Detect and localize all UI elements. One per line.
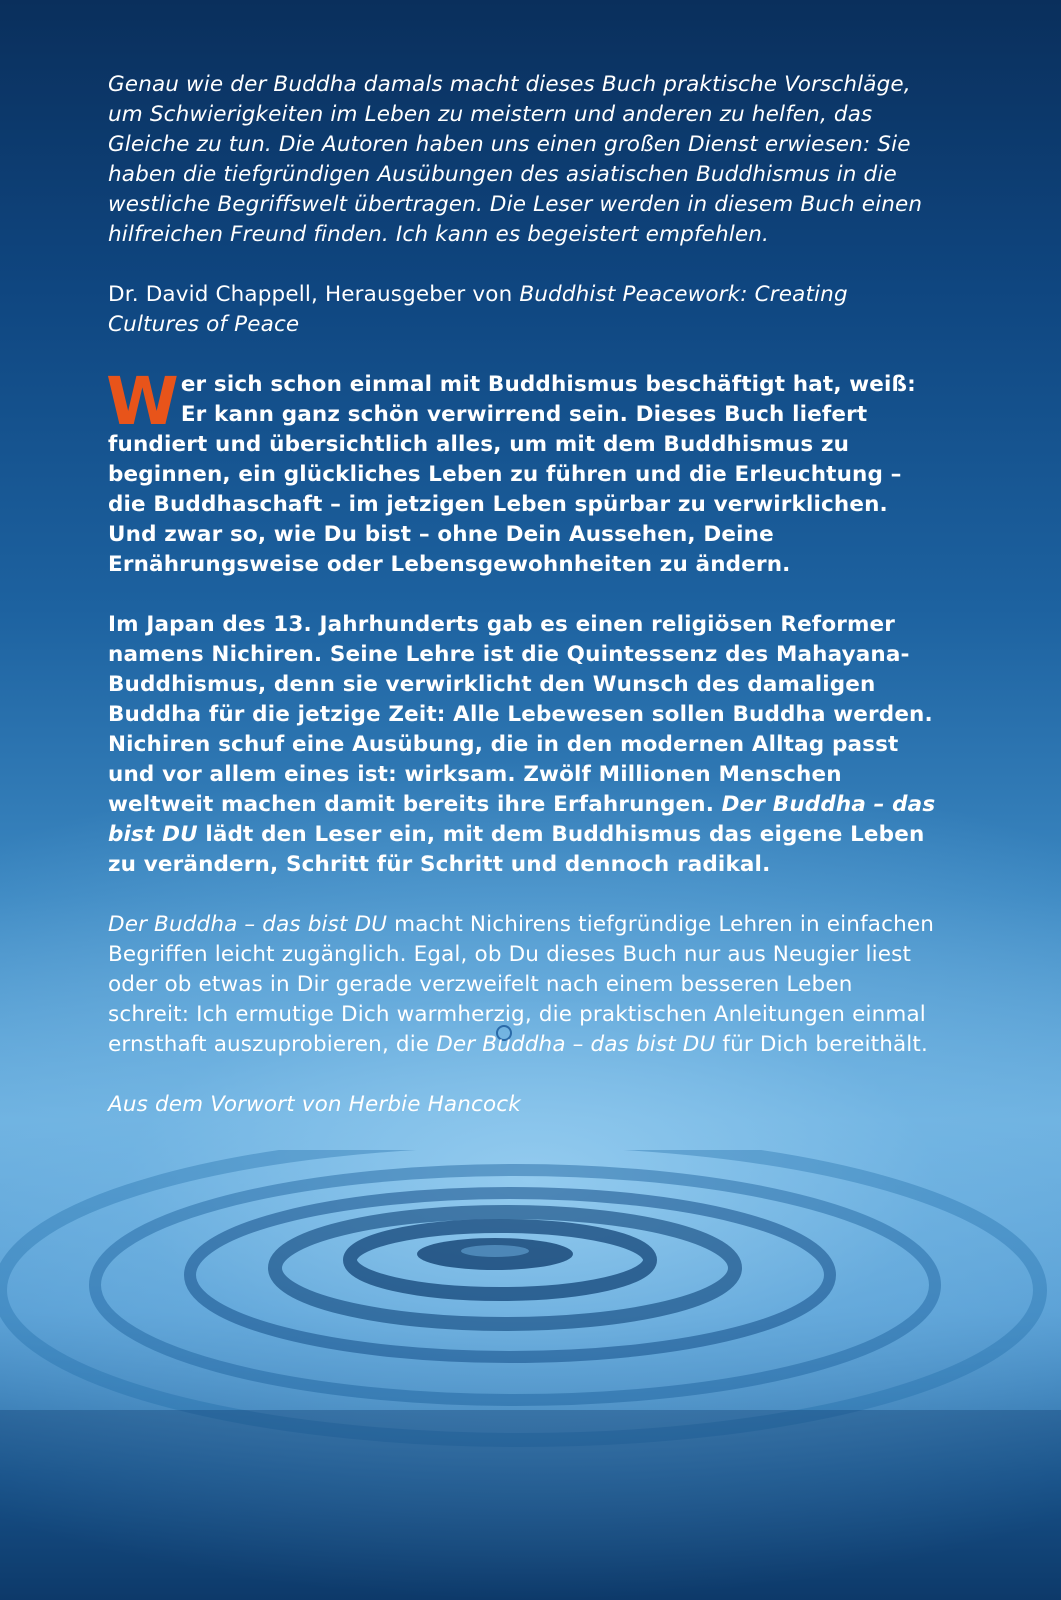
drop-cap: W [106, 363, 177, 440]
nichiren-text-after: lädt den Leser ein, mit dem Buddhismus das eigene Leben zu verändern, Schritt für Schritt und dennoch radikal. [108, 822, 925, 877]
attribution-author: Dr. David Chappell, Herausgeber von [108, 282, 520, 307]
endorsement-attribution [108, 280, 938, 340]
endorsement-quote: Genau wie der Buddha damals macht dieses Buch praktische Vorschläge, um Schwierigkeiten im Leben zu meistern und anderen zu helfen, das Gleiche zu tun. Die Autoren haben uns einen großen Dienst erwiesen: Sie haben die tiefgründigen Ausübungen des asiatischen Buddhismus in die westliche Begriffswelt übertragen. Die Leser werden in diesem Buch einen hilfreichen Freund finden. Ich kann es begeistert empfehlen. [108, 72, 923, 247]
foreword-text-end: für Dich bereithält. [715, 1032, 928, 1057]
foreword-paragraph [108, 910, 938, 1060]
nichiren-text-before: Im Japan des 13. Jahrhunderts gab es einen religiösen Reformer namens Nichiren. Seine Lehre ist die Quintessenz des Mahayana-Buddhismus, denn sie verwirklicht den Wunsch des damaligen Buddha für die jetzige Zeit: Alle Lebewesen sollen Buddha werden. Nichiren schuf eine Ausübung, die in den modernen Alltag passt und vor allem eines ist: wirksam. Zwölf Millionen Menschen weltweit machen damit bereits ihre Erfahrungen. [108, 612, 933, 817]
foreword-source: Aus dem Vorwort von Herbie Hancock [108, 1092, 521, 1117]
water-ripple-illustration [0, 1150, 1061, 1600]
foreword-book-title: Der Buddha – das bist DU [108, 912, 388, 937]
foreword-text-mid: macht Nichirens tiefgründige Lehren in einfachen Begriffen leicht zugänglich. Egal, ob Du dieses Buch nur aus Neugier liest oder ob etwas in Dir gerade verzweifelt nach einem besseren Leben schreit: Ich ermutige Dich warmherzig, die praktischen Anleitungen einmal ernsthaft auszuprobieren, die [108, 912, 935, 1057]
back-cover-text [108, 70, 938, 1150]
foreword-book-title-2: Der Buddha – das bist DU [436, 1032, 716, 1057]
attribution-book-title: Buddhist Peacework: Creating Cultures of Peace [108, 282, 848, 337]
intro-text: er sich schon einmal mit Buddhismus beschäftigt hat, weiß: Er kann ganz schön verwirrend sein. Dieses Buch liefert fundiert und übersichtlich alles, um mit dem Buddhismus zu beginnen, ein glückliches Leben zu führen und die Erleuchtung – die Buddhaschaft – im jetzigen Leben spürbar zu verwirklichen. Und zwar so, wie Du bist – ohne Dein Aussehen, Deine Ernährungsweise oder Lebensgewohnheiten zu ändern. [108, 372, 916, 577]
intro-paragraph [106, 363, 938, 580]
nichiren-paragraph [108, 610, 938, 880]
nichiren-book-title: Der Buddha – das bist DU [108, 792, 936, 847]
